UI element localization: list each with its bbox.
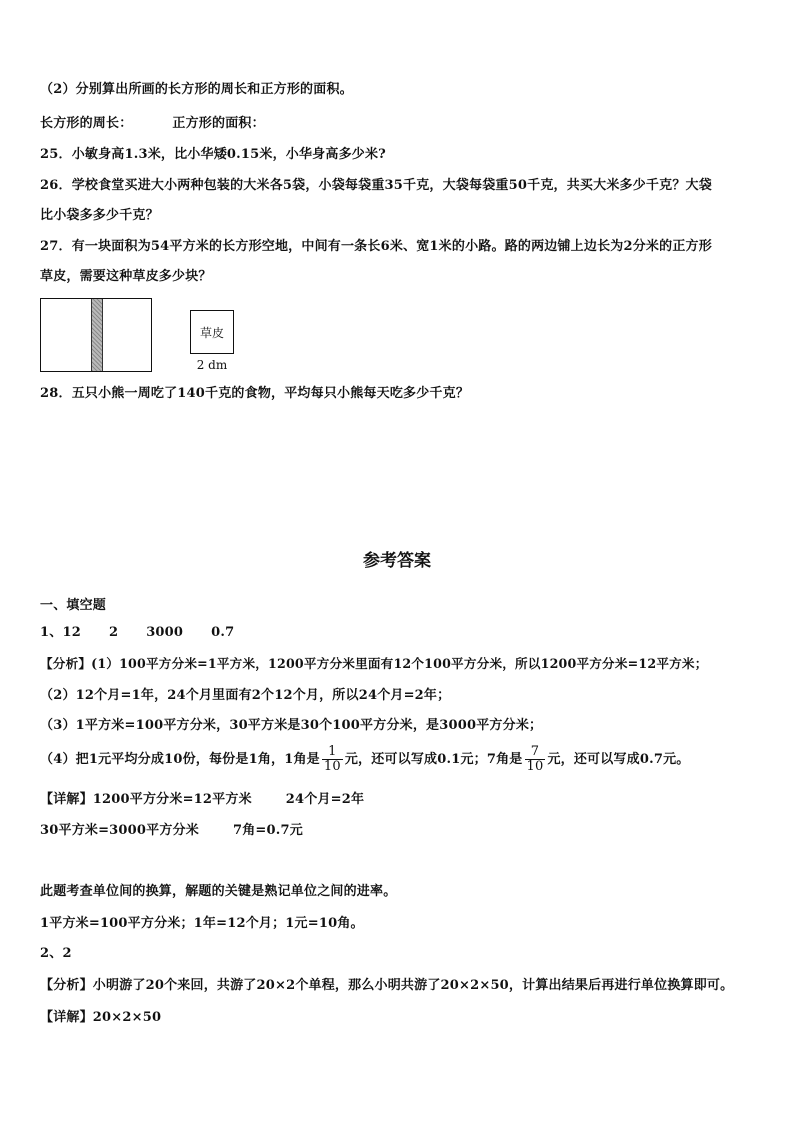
road-strip [91,299,103,371]
detail-c: 30平方米=3000平方分米 [40,823,199,838]
answer-2-detail: 【详解】20×2×50 [40,1010,162,1025]
fraction-numerator: 7 [525,745,546,760]
question-27-line2: 草皮，需要这种草皮多少块？ [40,269,212,284]
detail-a: 【详解】1200平方分米=12平方米 [40,792,252,807]
fraction-denominator: 10 [323,759,341,774]
turf-square-figure [190,310,234,354]
answer-2-analysis: 【分析】小明游了20个来回，共游了20×2个单程，那么小明共游了20×2×50，计算出结果后再进行单位换算即可。 [40,978,734,993]
rect-perimeter-label: 长方形的周长： [40,116,133,131]
turf-label: 草皮 [199,325,224,340]
answer-1-values [40,625,234,641]
answer-1-note: 此题考查单位间的换算，解题的关键是熟记单位之间的进率。 [40,884,397,899]
answer-1-value-b: 2 [108,625,119,640]
answer-1-value-a: 1、12 [40,625,81,640]
question-26-line1: 26．学校食堂买进大小两种包装的大米各5袋，小袋每袋重35千克，大袋每袋重50千克，共买大米多少千克？大袋 [40,178,712,193]
point-4-text-a: （4）把1元平均分成10份，每份是1角，1角是 [40,752,320,767]
answer-1-detail-row2 [40,823,303,839]
answer-1-point-3: （3）1平方米=100平方分米，30平方米是30个100平方分米，是3000平方分米； [40,718,543,733]
answer-2-value: 2、2 [40,946,72,961]
answer-1-analysis: 【分析】(1）100平方分米=1平方米，1200平方分米里面有12个100平方分米，所以1200平方分米=12平方米； [40,656,708,671]
fraction-denominator: 10 [526,759,544,774]
question-27-line1: 27．有一块面积为54平方米的长方形空地，中间有一条长6米、宽1米的小路。路的两边铺上边长为2分米的正方形 [40,239,712,254]
answer-1-note-2: 1平方米=100平方分米；1年=12个月；1元=10角。 [40,916,364,931]
question-26-line2: 比小袋多多少千克？ [40,208,159,223]
detail-b: 24个月=2年 [285,792,365,807]
answer-1-detail-row1 [40,792,364,808]
line-part2-instruction: （2）分别算出所画的长方形的周长和正方形的面积。 [40,82,353,97]
answer-1-value-d: 0.7 [211,625,235,640]
fraction-numerator: 1 [322,745,343,760]
answer-1-point-2: （2）12个月=1年，24个月里面有2个12个月，所以24个月=2年； [40,688,451,703]
square-area-label: 正方形的面积： [172,116,265,131]
question-28: 28．五只小熊一周吃了140千克的食物，平均每只小熊每天吃多少千克？ [40,386,470,401]
fraction-7-10 [525,745,546,774]
turf-dimension-label: 2 dm [196,358,228,372]
section-fill-blank-heading: 一、填空题 [40,598,107,613]
answer-1-value-c: 3000 [146,625,184,640]
point-4-text-c: 元，还可以写成0.7元。 [547,752,690,767]
point-4-text-b: 元，还可以写成0.1元；7角是 [344,752,523,767]
answers-title: 参考答案 [363,551,431,571]
field-rectangle-figure [40,298,152,372]
fraction-1-10 [322,745,343,774]
detail-d: 7角=0.7元 [232,823,303,838]
line-perimeter-area-labels [40,116,265,132]
answer-1-point-4 [40,744,689,776]
question-25: 25．小敏身高1.3米，比小华矮0.15米，小华身高多少米? [40,147,386,162]
